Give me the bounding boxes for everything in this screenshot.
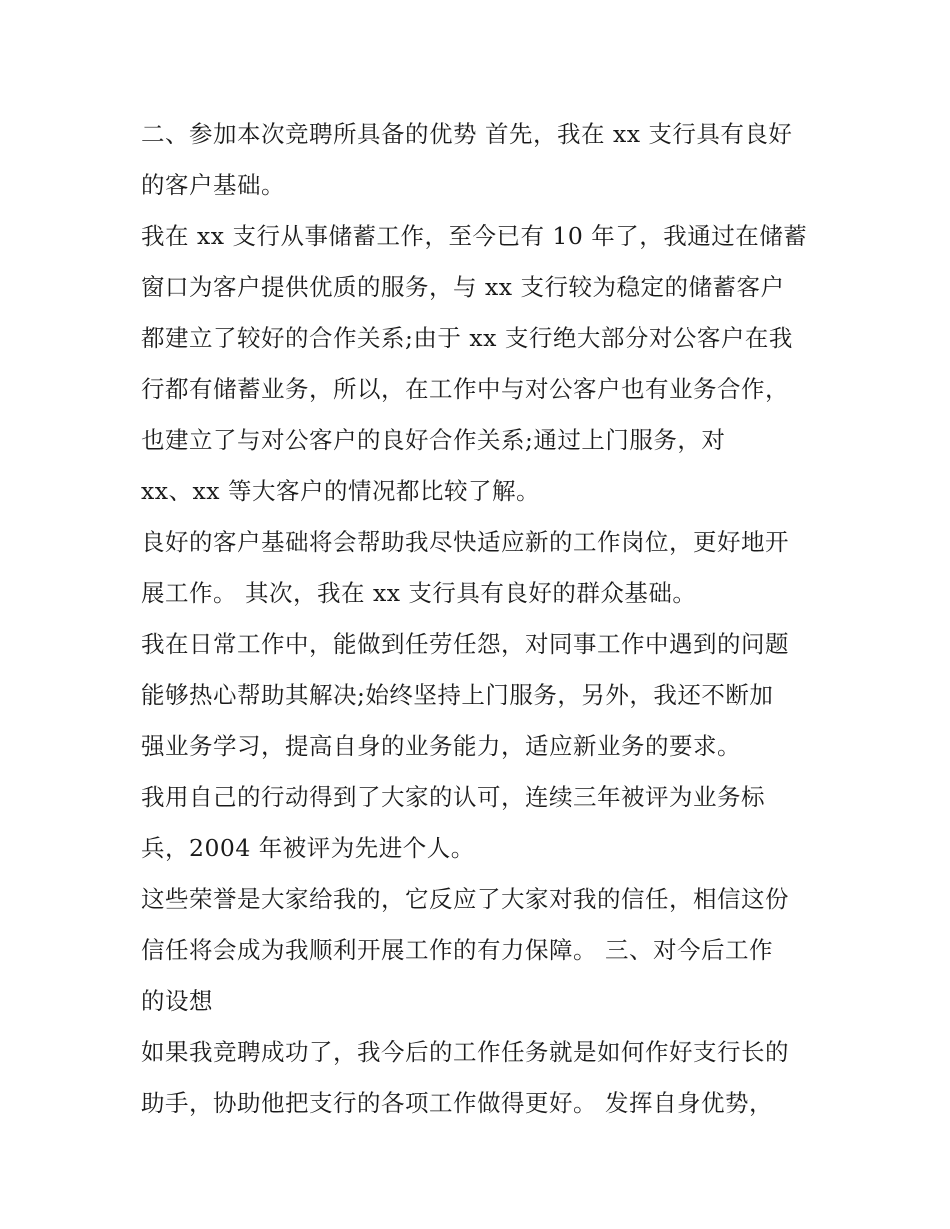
- text-line: 二、参加本次竞聘所具备的优势 首先，我在 xx 支行具有良好: [141, 120, 793, 148]
- text-line: 我用自己的行动得到了大家的认可，连续三年被评为业务标: [141, 783, 765, 811]
- text-line: 我在 xx 支行从事储蓄工作，至今已有 10 年了，我通过在储蓄: [141, 222, 808, 250]
- text-line: 窗口为客户提供优质的服务，与 xx 支行较为稳定的储蓄客户: [141, 273, 785, 301]
- text-line: 信任将会成为我顺利开展工作的有力保障。 三、对今后工作: [141, 936, 773, 964]
- text-line: 的设想: [141, 987, 213, 1015]
- text-line: 良好的客户基础将会帮助我尽快适应新的工作岗位，更好地开: [141, 528, 789, 556]
- text-line: 的客户基础。: [141, 171, 285, 199]
- text-line: 助手，协助他把支行的各项工作做得更好。 发挥自身优势，: [141, 1089, 773, 1117]
- text-line: 这些荣誉是大家给我的，它反应了大家对我的信任，相信这份: [141, 885, 789, 913]
- text-line: 能够热心帮助其解决;始终坚持上门服务，另外，我还不断加: [141, 681, 774, 709]
- text-line: 我在日常工作中，能做到任劳任怨，对同事工作中遇到的问题: [141, 630, 789, 658]
- text-line: 都建立了较好的合作关系;由于 xx 支行绝大部分对公客户在我: [141, 324, 793, 352]
- text-line: 也建立了与对公客户的良好合作关系;通过上门服务，对: [141, 426, 726, 454]
- text-line: 强业务学习，提高自身的业务能力，适应新业务的要求。: [141, 732, 741, 760]
- text-line: 如果我竞聘成功了，我今后的工作任务就是如何作好支行长的: [141, 1038, 789, 1066]
- text-line: 行都有储蓄业务，所以，在工作中与对公客户也有业务合作，: [141, 375, 789, 403]
- document-body: [141, 109, 821, 1129]
- text-line: xx、xx 等大客户的情况都比较了解。: [141, 477, 540, 505]
- text-line: 兵，2004 年被评为先进个人。: [141, 834, 475, 862]
- text-line: 展工作。 其次，我在 xx 支行具有良好的群众基础。: [141, 579, 697, 607]
